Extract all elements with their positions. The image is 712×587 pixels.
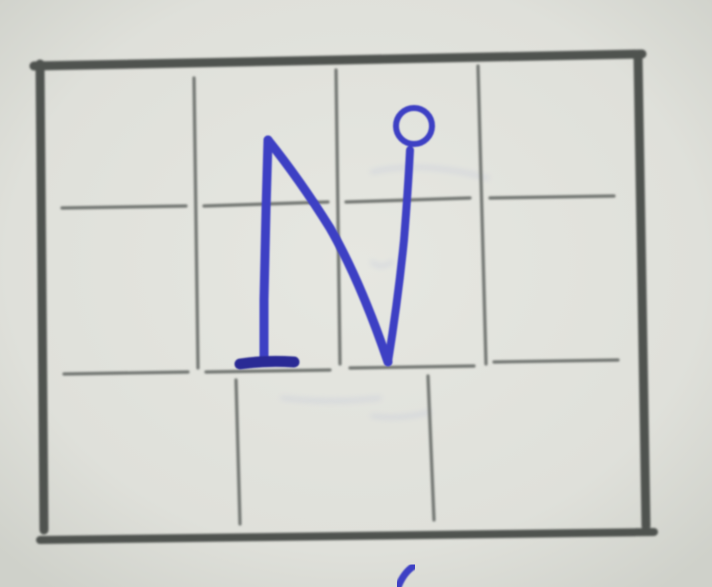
grid-horizontal-line [64, 372, 188, 374]
letter-foot-serif [240, 361, 294, 364]
grid-horizontal-line [206, 370, 330, 372]
grid-horizontal-line [350, 366, 474, 368]
grid-horizontal-line [62, 206, 186, 208]
grid-horizontal-line [490, 196, 614, 198]
frame-left-border [40, 64, 44, 530]
grid-horizontal-line [494, 360, 618, 362]
letter-left-stem [264, 140, 268, 362]
